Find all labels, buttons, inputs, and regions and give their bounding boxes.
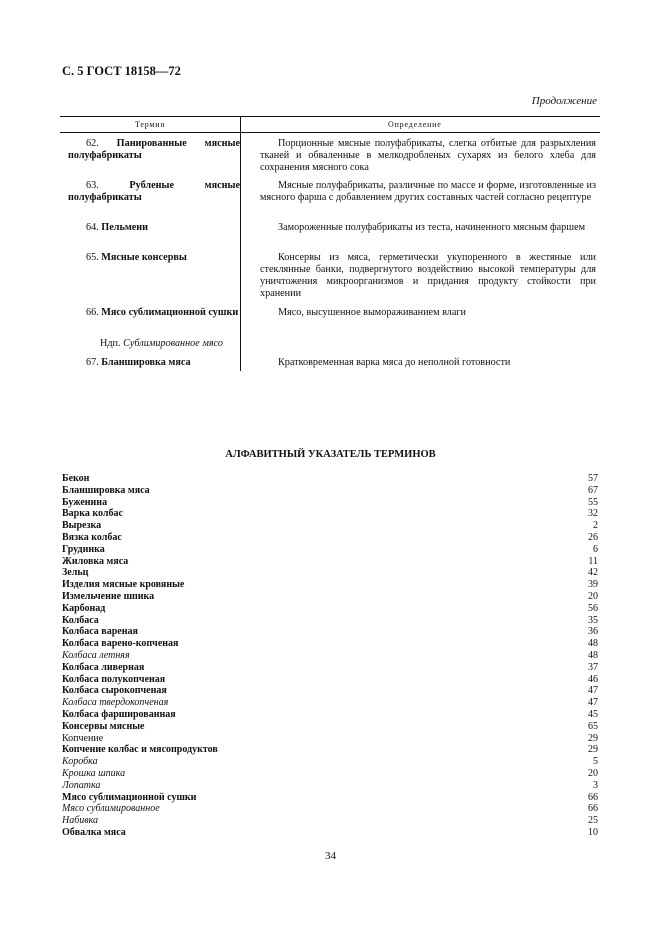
- index-entry: [62, 697, 598, 709]
- index-entry: [62, 638, 598, 650]
- index-entry: [62, 532, 598, 544]
- index-term: Колбаса полукопченая: [62, 673, 166, 685]
- index-term-number: 20: [588, 767, 598, 779]
- index-entry: [62, 567, 598, 579]
- index-term: Колбаса твердокопченая: [62, 697, 169, 709]
- index-term-number: 29: [588, 744, 598, 756]
- index-entry: [62, 792, 598, 804]
- index-term-number: 35: [588, 614, 598, 626]
- page-header: С. 5 ГОСТ 18158—72: [62, 64, 181, 78]
- index-term-number: 36: [588, 626, 598, 638]
- index-entry: [62, 674, 598, 686]
- table-header-rule: [60, 132, 600, 133]
- index-entry: [62, 556, 598, 568]
- table-top-rule: [60, 116, 600, 117]
- index-term: Буженина: [62, 496, 108, 508]
- index-entry: [62, 721, 598, 733]
- index-entry: [62, 508, 598, 520]
- synonym-note: Ндп. Сублимированное мясо: [100, 338, 223, 349]
- index-term-number: 25: [588, 815, 598, 827]
- index-entry: [62, 544, 598, 556]
- definition-cell: Мясо, высушенное вымораживанием влаги: [278, 307, 466, 318]
- index-entry: [62, 803, 598, 815]
- index-term-number: 48: [588, 638, 598, 650]
- index-term-number: 46: [588, 673, 598, 685]
- index-entry: [62, 579, 598, 591]
- index-term-number: 6: [593, 543, 598, 555]
- index-term-number: 20: [588, 590, 598, 602]
- index-term-number: 26: [588, 531, 598, 543]
- index-term-number: 2: [593, 520, 598, 532]
- index-term: Вязка колбас: [62, 531, 122, 543]
- index-term: Колбаса: [62, 614, 99, 626]
- index-title: АЛФАВИТНЫЙ УКАЗАТЕЛЬ ТЕРМИНОВ: [225, 449, 436, 460]
- term-cell: 63. Рубленые мясные полуфабрикаты: [68, 180, 240, 203]
- column-header-term: Термин: [135, 120, 166, 129]
- index-term: Колбаса сырокопченая: [62, 685, 167, 697]
- index-term-number: 3: [593, 779, 598, 791]
- index-term: Колбаса ливерная: [62, 661, 145, 673]
- index-term-number: 48: [588, 649, 598, 661]
- index-term-number: 10: [588, 826, 598, 838]
- index-term: Карбонад: [62, 602, 106, 614]
- term-cell: 62. Панированные мясные полуфабрикаты: [68, 138, 240, 161]
- index-entry: [62, 520, 598, 532]
- index-term-number: 32: [588, 508, 598, 520]
- index-term: Коробка: [62, 756, 98, 768]
- index-term: Консервы мясные: [62, 720, 145, 732]
- index-entry: [62, 709, 598, 721]
- index-term: Мясо сублимационной сушки: [62, 791, 197, 803]
- continuation-label: Продолжение: [531, 95, 597, 107]
- index-entry: [62, 768, 598, 780]
- index-term: Жиловка мяса: [62, 555, 129, 567]
- page-number: 34: [325, 850, 336, 862]
- index-entry: [62, 497, 598, 509]
- index-entry: [62, 780, 598, 792]
- index-term: Измельчение шпика: [62, 590, 155, 602]
- index-term-number: 47: [588, 697, 598, 709]
- index-term: Вырезка: [62, 520, 102, 532]
- index-term: Грудинка: [62, 543, 105, 555]
- index-term: Лопатка: [62, 779, 101, 791]
- index-term: Бекон: [62, 473, 90, 484]
- index-entry: [62, 685, 598, 697]
- index-term: Изделия мясные кровяные: [62, 579, 185, 591]
- index-term: Обвалка мяса: [62, 826, 126, 838]
- index-entry: [62, 615, 598, 627]
- index-term-number: 56: [588, 602, 598, 614]
- index-term: Колбаса летняя: [62, 649, 130, 661]
- index-term-number: 66: [588, 803, 598, 815]
- index-term-number: 29: [588, 732, 598, 744]
- index-term: Колбаса варено-копченая: [62, 638, 179, 650]
- index-term-number: 5: [593, 756, 598, 768]
- index-entry: [62, 815, 598, 827]
- table-column-divider: [240, 116, 241, 371]
- index-term-number: 66: [588, 791, 598, 803]
- index-entry: [62, 603, 598, 615]
- index-term: Мясо сублимированное: [62, 803, 160, 815]
- index-entry: [62, 626, 598, 638]
- index-term-number: 67: [588, 484, 598, 496]
- term-index: [62, 473, 598, 839]
- term-cell: 67. Бланшировка мяса: [86, 357, 191, 368]
- index-term: Бланшировка мяса: [62, 484, 150, 496]
- index-term: Набивка: [62, 815, 99, 827]
- index-entry: [62, 733, 598, 745]
- term-cell: 66. Мясо сублимационной сушки: [86, 307, 239, 318]
- index-entry: [62, 744, 598, 756]
- index-term: Копчение колбас и мясопродуктов: [62, 744, 218, 756]
- term-cell: 65. Мясные консервы: [86, 252, 187, 263]
- index-entry: [62, 473, 598, 485]
- definition-cell: Кратковременная варка мяса до неполной готовности: [278, 357, 511, 368]
- index-term-number: 57: [588, 473, 598, 484]
- index-entry: [62, 756, 598, 768]
- index-entry: [62, 485, 598, 497]
- index-term: Варка колбас: [62, 508, 123, 520]
- index-entry: [62, 650, 598, 662]
- index-term-number: 11: [588, 555, 598, 567]
- index-term: Зельц: [62, 567, 89, 579]
- index-term: Копчение: [62, 732, 104, 744]
- index-entry: [62, 827, 598, 839]
- index-entry: [62, 591, 598, 603]
- index-term: Колбаса вареная: [62, 626, 138, 638]
- definition-cell: Порционные мясные полуфабрикаты, слегка отбитые для разрыхления тканей и обваленные в мелкодробленых сухарях из белого хлеба для сохранения мясного сока: [260, 138, 596, 173]
- index-term-number: 37: [588, 661, 598, 673]
- index-term-number: 65: [588, 720, 598, 732]
- index-term-number: 45: [588, 708, 598, 720]
- index-term: Крошка шпика: [62, 767, 126, 779]
- term-cell: 64. Пельмени: [86, 222, 149, 233]
- index-term: Колбаса фаршированная: [62, 708, 176, 720]
- index-term-number: 55: [588, 496, 598, 508]
- index-entry: [62, 662, 598, 674]
- index-term-number: 47: [588, 685, 598, 697]
- definition-cell: Замороженные полуфабрикаты из теста, начиненного мясным фаршем: [278, 222, 586, 233]
- definition-cell: Консервы из мяса, герметически укупоренного в жестяные или стеклянные банки, подвергнутого воздействию высокой температуры для уничтожения микроорганизмов и придания продукту стойкости при хранении: [260, 252, 596, 299]
- definition-cell: Мясные полуфабрикаты, различные по массе и форме, изготовленные из мясного фарша с добавлением других составных частей согласно рецептуре: [260, 180, 596, 203]
- column-header-definition: Определение: [388, 120, 442, 129]
- index-term-number: 42: [588, 567, 598, 579]
- index-term-number: 39: [588, 579, 598, 591]
